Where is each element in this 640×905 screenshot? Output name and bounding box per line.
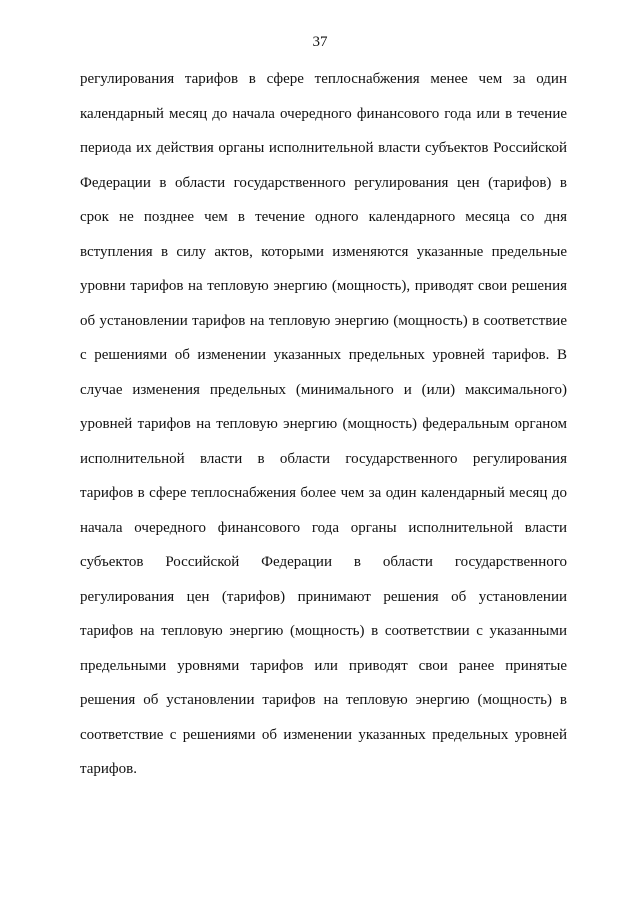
text-line: с решениями об изменении указанных предельных уровней тарифов. В	[80, 347, 567, 363]
text-line: решения об установлении тарифов на тепловую энергию (мощность) в	[80, 692, 567, 708]
text-line: тарифов.	[80, 761, 137, 777]
text-line: вступления в силу актов, которыми изменяются указанные предельные	[80, 243, 567, 260]
text-line: регулирования тарифов в сфере теплоснабжения менее чем за один	[80, 71, 567, 87]
text-line: тарифов на тепловую энергию (мощность) в соответствии с указанными	[80, 623, 567, 639]
text-line: начала очередного финансового года органы исполнительной власти	[80, 519, 567, 536]
text-line: срок не позднее чем в течение одного календарного месяца со дня	[80, 209, 567, 225]
text-line: уровней тарифов на тепловую энергию (мощность) федеральным органом	[80, 416, 567, 432]
text-line: Федерации в области государственного регулирования цен (тарифов) в	[80, 174, 567, 191]
text-line: предельными уровнями тарифов или приводят свои ранее принятые	[80, 657, 567, 674]
body-paragraph	[80, 62, 567, 787]
text-line: об установлении тарифов на тепловую энергию (мощность) в соответствие	[80, 312, 567, 329]
text-line: исполнительной власти в области государственного регулирования	[80, 450, 567, 467]
text-line: тарифов в сфере теплоснабжения более чем за один календарный месяц до	[80, 485, 567, 501]
text-line: случае изменения предельных (минимального и (или) максимального)	[80, 381, 567, 398]
text-line: уровни тарифов на тепловую энергию (мощность), приводят свои решения	[80, 278, 567, 294]
text-line: субъектов Российской Федерации в области государственного	[80, 554, 567, 570]
page-number: 37	[312, 34, 328, 50]
text-line: соответствие с решениями об изменении указанных предельных уровней	[80, 726, 567, 743]
text-line: регулирования цен (тарифов) принимают решения об установлении	[80, 588, 567, 605]
text-line: календарный месяц до начала очередного финансового года или в течение	[80, 105, 567, 122]
text-line: периода их действия органы исполнительной власти субъектов Российской	[80, 140, 567, 156]
